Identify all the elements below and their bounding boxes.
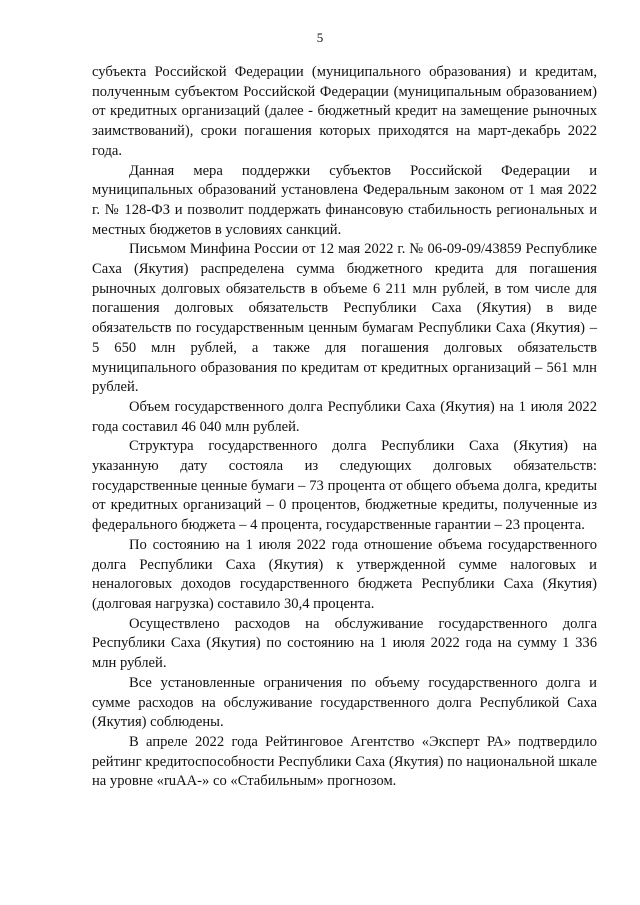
paragraph-debt-load: По состоянию на 1 июля 2022 года отношение объема государственного долга Республики Саха (Якутия) к утвержденной сумме налоговых и неналоговых доходов государственного бюджета Республики Саха (Якутия) (долговая нагрузка) составило 30,4 процента. (92, 536, 597, 612)
paragraph-continuation: субъекта Российской Федерации (муниципального образования) и кредитам, полученным субъектом Российской Федерации (муниципальным образованием) от кредитных организаций (далее - бюджетный кредит на замещение рыночных заимствований), сроки погашения которых приходятся на март-декабрь 2022 года. (92, 64, 597, 159)
paragraph-support-measure: Данная мера поддержки субъектов Российской Федерации и муниципальных образований установлена Федеральным законом от 1 мая 2022 г. № 128-ФЗ и позволит поддержать финансовую стабильность региональных и местных бюджетов в условиях санкций. (92, 162, 597, 238)
page-number: 5 (316, 30, 324, 45)
paragraph-limits-observed: Все установленные ограничения по объему государственного долга и сумме расходов на обслуживание государственного долга Республикой Саха (Якутия) соблюдены. (92, 674, 597, 731)
paragraph-debt-service: Осуществлено расходов на обслуживание государственного долга Республики Саха (Якутия) по состоянию на 1 июля 2022 года на сумму 1 336 млн рублей. (92, 615, 597, 672)
paragraph-debt-volume: Объем государственного долга Республики Саха (Якутия) на 1 июля 2022 года составил 46 040 млн рублей. (92, 398, 597, 435)
paragraph-minfin-letter: Письмом Минфина России от 12 мая 2022 г. № 06-09-09/43859 Республике Саха (Якутия) распределена сумма бюджетного кредита для погашения рыночных долговых обязательств в объеме 6 211 млн рублей, в том числе для погашения долговых обязательств Республики Саха (Якутия) в виде обязательств по государственным ценным бумагам Республики Саха (Якутия) – 5 650 млн рублей, а также для погашения долговых обязательств муниципального образования по кредитам от кредитных организаций – 561 млн рублей. (92, 241, 597, 396)
document-body (92, 63, 597, 792)
paragraph-credit-rating: В апреле 2022 года Рейтинговое Агентство «Эксперт РА» подтвердило рейтинг кредитоспособности Республики Саха (Якутия) по национальной шкале на уровне «ruAA-» со «Стабильным» прогнозом. (92, 733, 597, 790)
paragraph-debt-structure: Структура государственного долга Республики Саха (Якутия) на указанную дату состояла из следующих долговых обязательств: государственные ценные бумаги – 73 процента от общего объема долга, кредиты от кредитных организаций – 0 процентов, бюджетные кредиты, полученные из федерального бюджета – 4 процента, государственные гарантии – 23 процента. (92, 438, 597, 534)
